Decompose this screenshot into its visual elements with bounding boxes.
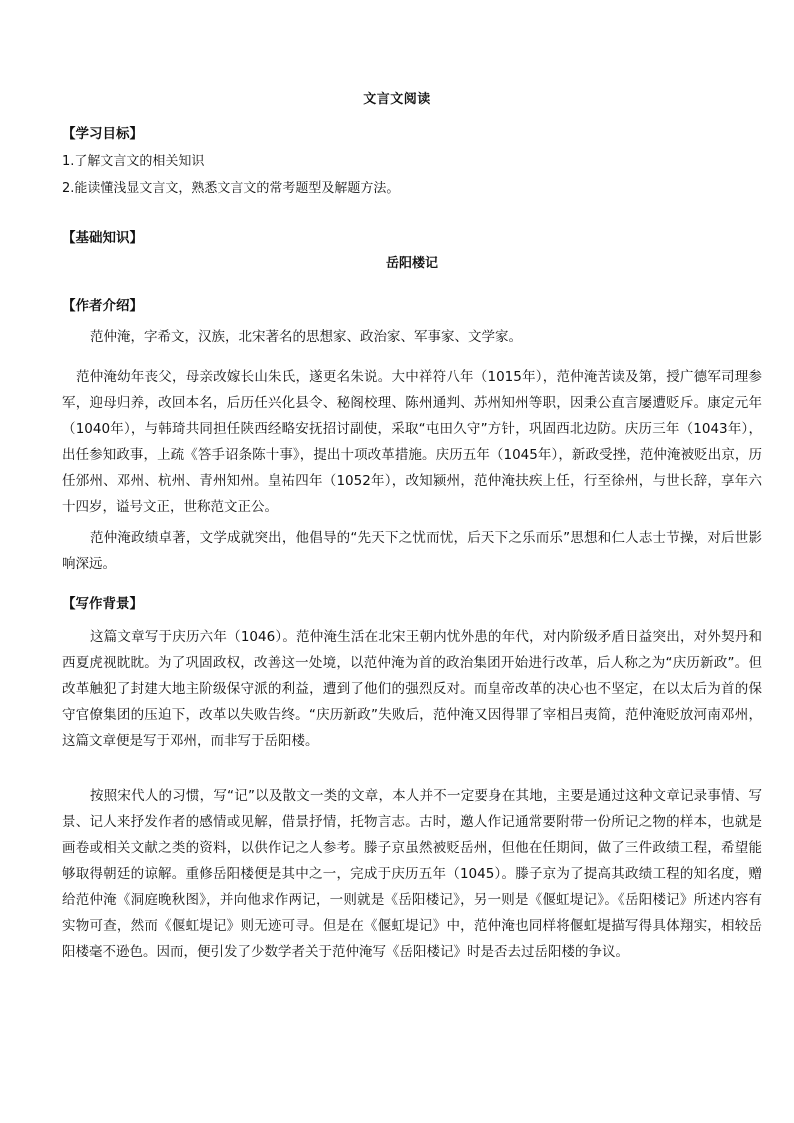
background-paragraph-2 <box>62 783 762 965</box>
author-biography-text: 范仲淹幼年丧父，母亲改嫁长山朱氏，遂更名朱说。大中祥符八年（1015年），范仲淹苦读及第，授广德军司理参军，迎母归养，改回本名，后历任兴化县令、秘阁校理、陈州通判、苏州知州等职，因秉公直言屡遭贬斥。康定元年（1040年），与韩琦共同担任陕西经略安抚招讨副使，采取“屯田久守”方针，巩固西北边防。庆历三年（1043年），出任参知政事，上疏《答手诏条陈十事》，提出十项改革措施。庆历五年（1045年），新政受挫，范仲淹被贬出京，历任邠州、邓州、杭州、青州知州。皇祐四年（1052年），改知颍州，范仲淹扶疾上任，行至徐州，与世长辞，享年六十四岁，谥号文正，世称范文正公。 <box>62 369 762 515</box>
author-heading: 【作者介绍】 <box>62 298 143 314</box>
background-heading: 【写作背景】 <box>62 596 143 612</box>
background-paragraph-1 <box>62 624 762 754</box>
background-context-text: 这篇文章写于庆历六年（1046）。范仲淹生活在北宋王朝内忧外患的年代，对内阶级矛盾日益突出，对外契丹和西夏虎视眈眈。为了巩固政权，改善这一处境，以范仲淹为首的政治集团开始进行改革，后人称之为“庆历新政”。但改革触犯了封建大地主阶级保守派的利益，遭到了他们的强烈反对。而皇帝改革的决心也不坚定，在以太后为首的保守官僚集团的压迫下，改革以失败告终。“庆历新政”失败后，范仲淹又因得罪了宰相吕夷简，范仲淹贬放河南邓州，这篇文章便是写于邓州，而非写于岳阳楼。 <box>62 629 762 749</box>
author-paragraph-2 <box>62 364 762 520</box>
background-convention-text: 按照宋代人的习惯，写“记”以及散文一类的文章，本人并不一定要身在其地，主要是通过这种文章记录事情、写景、记人来抒发作者的感情或见解，借景抒情，托物言志。古时，邀人作记通常要附带一份所记之物的样本，也就是画卷或相关文献之类的资料，以供作记之人参考。滕子京虽然被贬岳州，但他在任期间，做了三件政绩工程，希望能够取得朝廷的谅解。重修岳阳楼便是其中之一，完成于庆历五年（1045）。滕子京为了提高其政绩工程的知名度，赠给范仲淹《洞庭晚秋图》，并向他求作两记，一则就是《岳阳楼记》，另一则是《偃虹堤记》。《岳阳楼记》所述内容有实物可查，然而《偃虹堤记》则无迹可寻。但是在《偃虹堤记》中，范仲淹也同样将偃虹堤描写得具体翔实，相较岳阳楼毫不逊色。因而，便引发了少数学者关于范仲淹写《岳阳楼记》时是否去过岳阳楼的争议。 <box>62 788 762 960</box>
basics-heading: 【基础知识】 <box>62 230 143 246</box>
author-paragraph-3 <box>62 525 762 577</box>
author-paragraph-1 <box>62 324 762 350</box>
author-intro-text: 范仲淹，字希文，汉族，北宋著名的思想家、政治家、军事家、文学家。 <box>90 329 522 345</box>
essay-title: 岳阳楼记 <box>385 256 438 271</box>
objective-item-1: 1.了解文言文的相关知识 <box>62 154 205 169</box>
author-legacy-text: 范仲淹政绩卓著，文学成就突出，他倡导的“先天下之忧而忧，后天下之乐而乐”思想和仁人志士节操，对后世影响深远。 <box>62 530 762 572</box>
page-title: 文言文阅读 <box>363 92 431 107</box>
objective-item-2: 2.能读懂浅显文言文，熟悉文言文的常考题型及解题方法。 <box>62 181 400 196</box>
objectives-heading: 【学习目标】 <box>62 126 143 142</box>
